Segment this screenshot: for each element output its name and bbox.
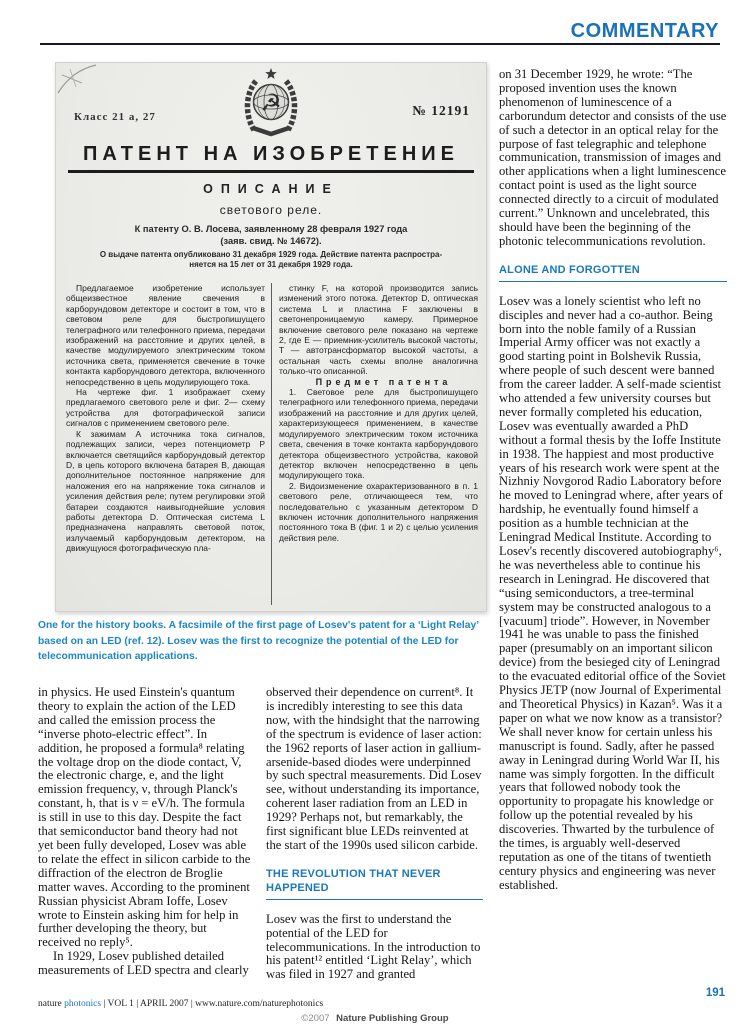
patent-class-label: Класс 21 а, 27 — [74, 111, 156, 123]
patent-paragraph: Предлагаемое изобретение использует общеизвестное явление свечения в карборундовом детекторе и состоит в том, что в световом реле для быстропишущего телеграфного или телефонного приема, передачи изображений на расстояние и других целей, в качестве модулируемого электрическим током источника света, применяется свечение в точке контакта карборундового детектора, включенного непосредственно в цепь модулирующего тока. — [66, 283, 265, 387]
journal-name-accent: photonics — [64, 999, 102, 1009]
section-heading-revolution: THE REVOLUTION THAT NEVER HAPPENED — [266, 868, 483, 900]
patent-claim: 1. Световое реле для быстропишущего телеграфного или телефонного приема, передачи изображений на расстояние и для других целей, характеризующееся применением, в качестве модулируемого электрическим током источника света, свечения в точке контакта карборундового детектора общеизвестного устройства, каковой детектор включен непосредственно в цепь модулирующего тока. — [279, 387, 478, 481]
paragraph: on 31 December 1929, he wrote: “The proposed invention uses the known phenomenon of luminescence of a carborundum detector and consists of the use of such a detector in an optical relay for the purpose of fast telegraphic and telephone communication, transmission of images and other applications when a light luminescence contact point is used as the light source connected directly to a circuit of modulated current.” Unknown and uncelebrated, this should have been the beginning of the photonic telecommunications revolution. — [499, 67, 727, 248]
issue-info: | VOL 1 | APRIL 2007 | www.nature.com/naturephotonics — [101, 999, 324, 1009]
commentary-section-label: COMMENTARY — [570, 20, 719, 42]
article-column-middle — [266, 686, 483, 982]
patent-grant-line2: (заяв. свид. № 14672). — [220, 236, 322, 246]
patent-body — [66, 283, 478, 605]
patent-facsimile-figure — [55, 62, 487, 612]
paragraph: Losev was the first to understand the potential of the LED for telecommunications. In the introduction to his patent¹² entitled ‘Light Relay’, which was filed in 1927 and granted — [266, 911, 481, 982]
svg-text:☭: ☭ — [260, 89, 282, 117]
patent-claims-heading: Предмет патента — [315, 376, 452, 387]
patent-paragraph: К зажимам А источника тока сигналов, подлежащих записи, через потенциометр Р включается светящийся карборундовый детектор D, в цепь которого включена батарея В, дающая дополнительное постоянное напряжение для наложения его на напряжение тока сигналов и усиления действия реле; путем регулировки этой батареи создаются наивыгоднейшие условия работы детектора D. Оптическая система L предназначена направлять световой поток, излучаемый карборундовым детектором, на движущуюся фотографическую пла- — [66, 428, 265, 554]
patent-subtitle: ОПИСАНИЕ — [203, 182, 339, 196]
paragraph: Losev was a lonely scientist who left no disciples and never had a co-author. Being born into the noble family of a Russian Imperial Army officer was not exactly a good starting point in Bolshevik Russia, where people of such descent were banned from the career ladder. A self-made scientist who attended a few university courses but never formally completed his education, Losev was eventually awarded a PhD without a formal thesis by the Ioffe Institute in 1938. The happiest and most productive years of his research work were spent at the Nizhniy Novgorod Radio Laboratory before he moved to Leningrad where, after years of hardship, he eventually found himself a position as a humble technician at the Leningrad Medical Institute. According to Losev's recently discovered autobiography⁶, he was nevertheless able to continue his research in Leningrad. He discovered that “using semiconductors, a tree-terminal system may be constructed analogous to a [vacuum] triode”. However, in November 1941 he was unable to pass the finished paper (presumably on an important silicon device) from the besieged city of Leningrad to the evacuated editorial office of the Soviet Physics JETP (now Journal of Experimental and Theoretical Physics) in Kazan⁵. Was it a paper on what we now know as a transistor? We shall never know for certain unless his manuscript is found. Sadly, after he passed away in Leningrad during World War II, his name was simply forgotten. In the difficult years that followed nobody took the opportunity to propagate his knowledge or follow up the potential revealed by his discoveries. Thwarted by the turbulence of the times, is arguably well-deserved reputation as one of the titans of twentieth century physics and engineering was never established. — [499, 293, 726, 892]
journal-name: nature — [38, 999, 65, 1009]
patent-publish-line2: няется на 15 лет от 31 декабря 1929 года. — [189, 260, 353, 269]
paragraph: observed their dependence on current⁸. It is incredibly interesting to see this data now, with the hindsight that the narrowing of the spectrum is evidence of laser action: the 1962 reports of laser action in gallium-arsenide-based diodes were underpinned by such spectral measurements. Did Losev see, without understanding its importance, coherent laser radiation from an LED in 1929? Perhaps not, but remarkably, the first significant blue LEDs reinvented at the start of the 1990s used silicon carbide. — [266, 685, 482, 852]
patent-publish-line1: О выдаче патента опубликовано 31 декабря 1929 года. Действие патента распростра- — [99, 250, 443, 259]
patent-claim: 2. Видоизменение охарактеризованного в п. 1 светового реле, отличающееся тем, что последовательно с указанным детектором D включен источник дополнительного напряжения постоянного тока В (фиг. 1 и 2) с целью усиления действия реле. — [279, 480, 478, 543]
patent-publish-line — [56, 250, 486, 270]
patent-subject: светового реле. — [219, 203, 323, 217]
patent-grant-line — [56, 223, 486, 247]
footer-journal-line — [38, 999, 323, 1009]
section-heading-alone-and-forgotten: ALONE AND FORGOTTEN — [499, 264, 727, 282]
patent-column-left — [66, 283, 272, 605]
pencil-mark — [56, 63, 116, 103]
copyright-line — [0, 1013, 750, 1024]
patent-title-rule — [68, 170, 474, 173]
header-rule — [40, 43, 720, 45]
copyright-year: ©2007 — [301, 1013, 330, 1024]
page-number: 191 — [705, 987, 725, 999]
soviet-emblem-icon — [239, 66, 303, 138]
paragraph: In 1929, Losev published detailed measurements of LED spectra and clearly — [38, 949, 249, 978]
copyright-publisher: Nature Publishing Group — [336, 1013, 449, 1024]
paragraph: in physics. He used Einstein's quantum theory to explain the action of the LED and called the emission process the “inverse photo-electric effect”. In addition, he proposed a formula⁸ relating the voltage drop on the diode contact, V, the electronic charge, e, and the light emission frequency, ν, through Planck's constant, h, that is ν = eV/h. The formula is still in use to this day. Despite the fact that semiconductor band theory had not yet been fully developed, Losev was able to relate the effect in silicon carbide to the diffraction of the electron de Broglie matter waves. According to the prominent Russian physicist Abram Ioffe, Losev wrote to Einstein asking him for help in further developing the theory, but received no reply⁵. — [38, 685, 251, 950]
figure-caption: One for the history books. A facsimile of the first page of Losev's patent for a ‘Light Relay’ based on an LED (ref. 12). Losev was the first to recognize the potential of the LED for telecommunication applications. — [38, 620, 479, 662]
patent-title: ПАТЕНТ НА ИЗОБРЕТЕНИЕ — [82, 143, 459, 165]
patent-column-right — [272, 283, 478, 605]
patent-grant-line1: К патенту О. В. Лосева, заявленному 28 февраля 1927 года — [134, 224, 408, 234]
patent-number: № 12191 — [412, 103, 470, 118]
patent-paragraph: стинку F, на которой производится запись изменений этого потока. Детектор D, оптическая система L и пластина F заключены в светонепроницаемую камеру. Примерное включение светового реле показано на чертеже 2, где E — приемник-усилитель высокой частоты, Т — автотрансформатор высокой частоты, а остальная часть схемы вполне аналогична только-что описанной. — [279, 283, 478, 377]
article-column-right — [499, 68, 727, 893]
article-column-left — [38, 686, 252, 978]
patent-paragraph: На чертеже фиг. 1 изображает схему предлагаемого светового реле и фиг. 2— схему устройства для фотографической записи сигналов с применением светового реле. — [66, 387, 265, 429]
